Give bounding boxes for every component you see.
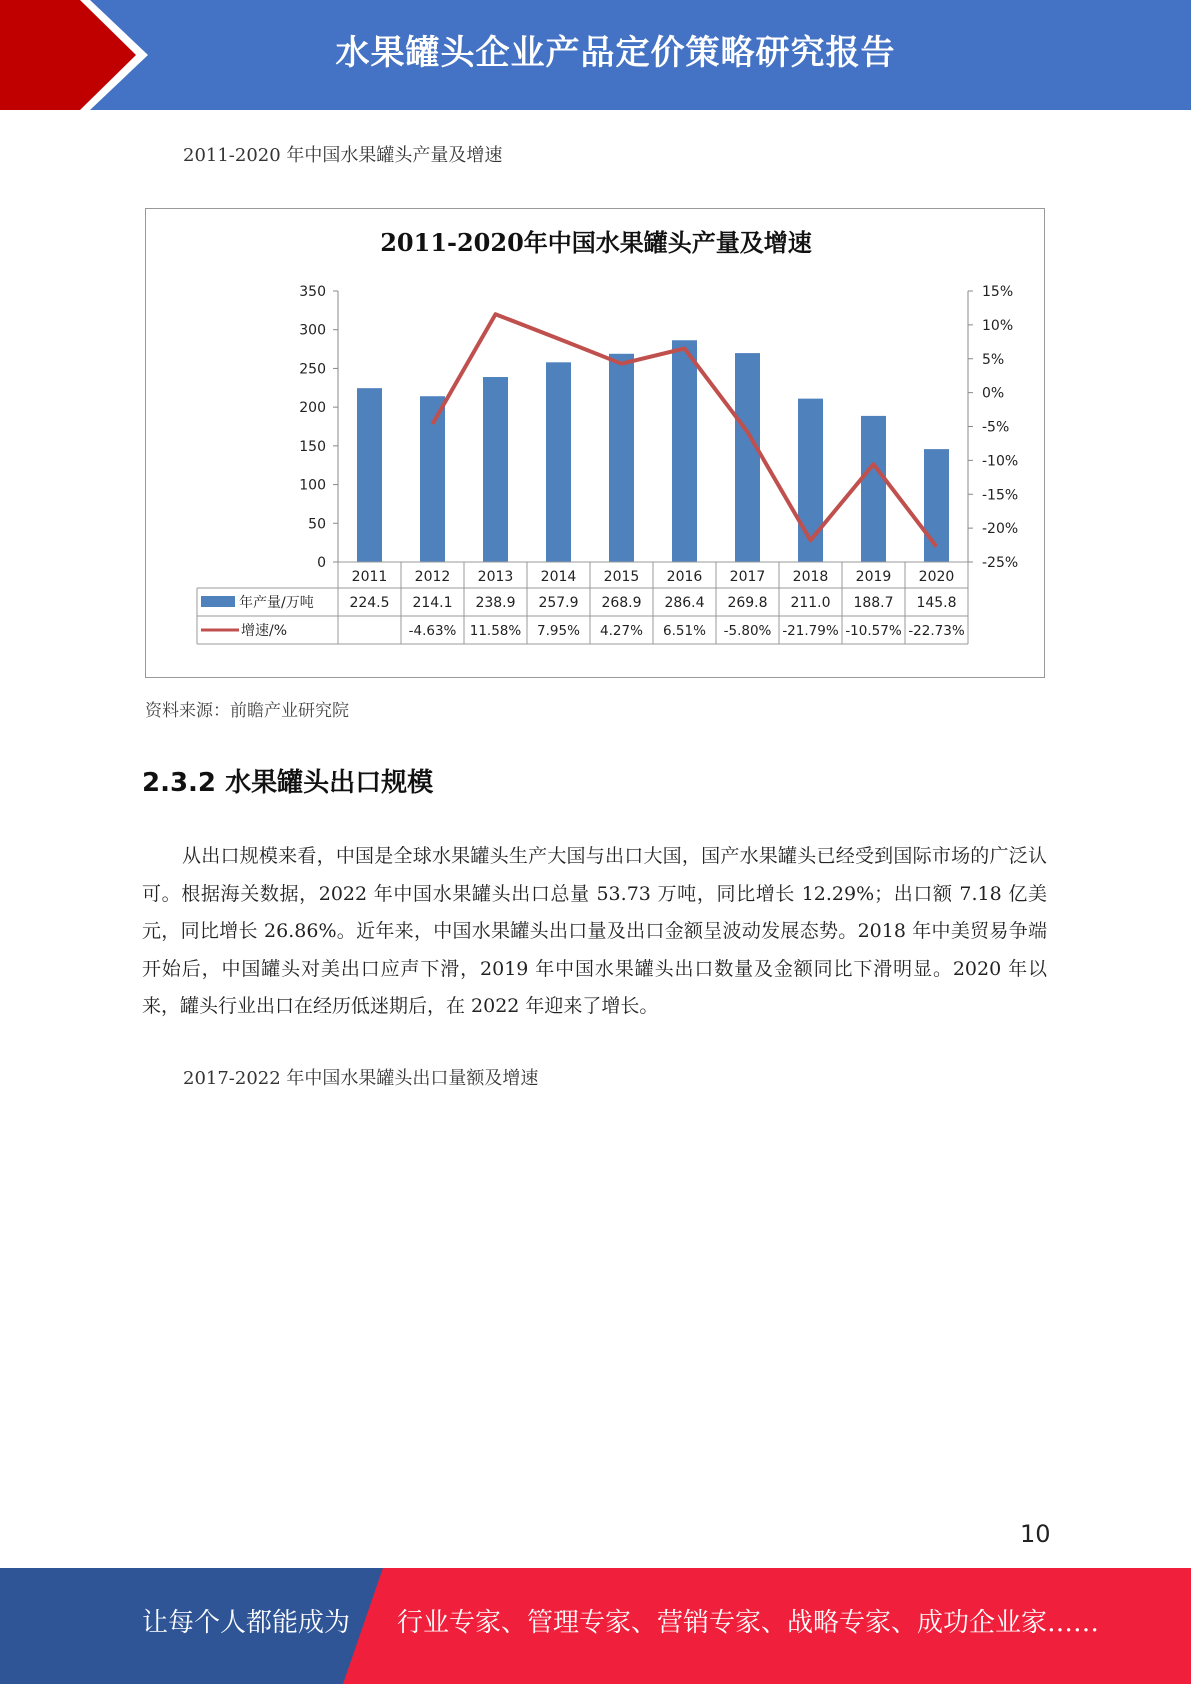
category-label: 2011 xyxy=(351,569,388,585)
right-axis-tick-label: 5% xyxy=(982,351,1005,368)
right-axis-tick-label: 15% xyxy=(982,284,1014,300)
footer-slogan-left: 让每个人都能成为 xyxy=(142,1608,351,1638)
bar-2017 xyxy=(735,353,760,562)
chart-source: 资料来源：前瞻产业研究院 xyxy=(145,701,349,721)
chart-svg xyxy=(146,209,1046,679)
production-chart xyxy=(145,208,1045,678)
bar-value-label: 145.8 xyxy=(916,595,957,611)
bar-2014 xyxy=(546,362,571,562)
right-axis-tick-label: -25% xyxy=(982,555,1019,571)
chart-caption: 2011-2020 年中国水果罐头产量及增速 xyxy=(183,145,503,166)
bar-value-label: 238.9 xyxy=(475,595,516,611)
bar-value-label: 211.0 xyxy=(790,595,831,611)
growth-value-label: -10.57% xyxy=(845,623,902,639)
left-axis-tick-label: 100 xyxy=(299,477,326,494)
category-label: 2019 xyxy=(855,569,892,585)
page-number: 10 xyxy=(1020,1520,1051,1548)
left-axis-tick-label: 250 xyxy=(299,361,326,378)
right-axis-tick-label: -20% xyxy=(982,521,1019,538)
bar-value-label: 257.9 xyxy=(538,595,579,611)
left-axis-tick-label: 350 xyxy=(299,284,326,300)
category-label: 2014 xyxy=(540,569,577,585)
footer-slogan-right: 行业专家、管理专家、营销专家、战略专家、成功企业家…… xyxy=(397,1608,1100,1638)
legend-bar-label: 年产量/万吨 xyxy=(239,595,314,611)
right-axis-tick-label: -5% xyxy=(982,419,1010,436)
bar-2013 xyxy=(483,377,508,562)
category-label: 2018 xyxy=(792,569,829,585)
growth-value-label: -21.79% xyxy=(782,623,839,639)
chart-title: 2011-2020年中国水果罐头产量及增速 xyxy=(380,228,812,257)
growth-value-label: 11.58% xyxy=(469,623,522,639)
category-label: 2013 xyxy=(477,569,514,585)
bar-value-label: 286.4 xyxy=(664,595,705,611)
left-axis-tick-label: 200 xyxy=(299,400,326,417)
right-axis-tick-label: -15% xyxy=(982,487,1019,504)
category-label: 2017 xyxy=(729,569,766,585)
page-footer xyxy=(0,1568,1191,1684)
category-label: 2020 xyxy=(918,569,955,585)
section-heading: 2.3.2 水果罐头出口规模 xyxy=(142,768,434,798)
bar-2011 xyxy=(357,388,382,562)
bar-2016 xyxy=(672,340,697,562)
category-label: 2015 xyxy=(603,569,640,585)
left-axis-tick-label: 50 xyxy=(308,516,326,533)
bar-value-label: 269.8 xyxy=(727,595,768,611)
page-title: 水果罐头企业产品定价策略研究报告 xyxy=(335,33,896,73)
left-axis-tick-label: 300 xyxy=(299,322,326,339)
growth-value-label: -4.63% xyxy=(408,623,457,639)
bar-value-label: 224.5 xyxy=(349,595,390,611)
body-paragraph: 从出口规模来看，中国是全球水果罐头生产大国与出口大国，国产水果罐头已经受到国际市场的广泛认可。根据海关数据，2022 年中国水果罐头出口总量 53.73 万吨，同比增长 12.29%；出口额 7.18 亿美元，同比增长 26.86%。近年来，中国水果罐头出口量及出口金额呈波动发展态势。2018 年中美贸易争端开始后，中国罐头对美出口应声下滑，2019 年中国水果罐头出口数量及金额同比下滑明显。2020 年以来，罐头行业出口在经历低迷期后，在 2022 年迎来了增长。 xyxy=(142,845,1047,1017)
right-axis-tick-label: -10% xyxy=(982,453,1019,470)
growth-value-label: -5.80% xyxy=(723,623,772,639)
left-axis-tick-label: 150 xyxy=(299,438,326,455)
bar-value-label: 214.1 xyxy=(412,595,453,611)
page-header xyxy=(0,0,1191,110)
legend-line-label: 增速/% xyxy=(241,623,288,639)
category-label: 2016 xyxy=(666,569,703,585)
legend-bar-key xyxy=(201,596,235,607)
bar-value-label: 188.7 xyxy=(853,595,894,611)
growth-value-label: -22.73% xyxy=(908,623,965,639)
bar-2015 xyxy=(609,354,634,562)
right-axis-tick-label: 10% xyxy=(982,317,1014,334)
left-axis-tick-label: 0 xyxy=(317,555,326,571)
growth-value-label: 4.27% xyxy=(600,623,643,639)
category-label: 2012 xyxy=(414,569,451,585)
growth-value-label: 6.51% xyxy=(663,623,706,639)
right-axis-tick-label: 0% xyxy=(982,385,1005,402)
bar-2019 xyxy=(861,416,886,562)
chart-caption-2: 2017-2022 年中国水果罐头出口量额及增速 xyxy=(183,1068,539,1089)
bar-value-label: 268.9 xyxy=(601,595,642,611)
growth-value-label: 7.95% xyxy=(537,623,580,639)
